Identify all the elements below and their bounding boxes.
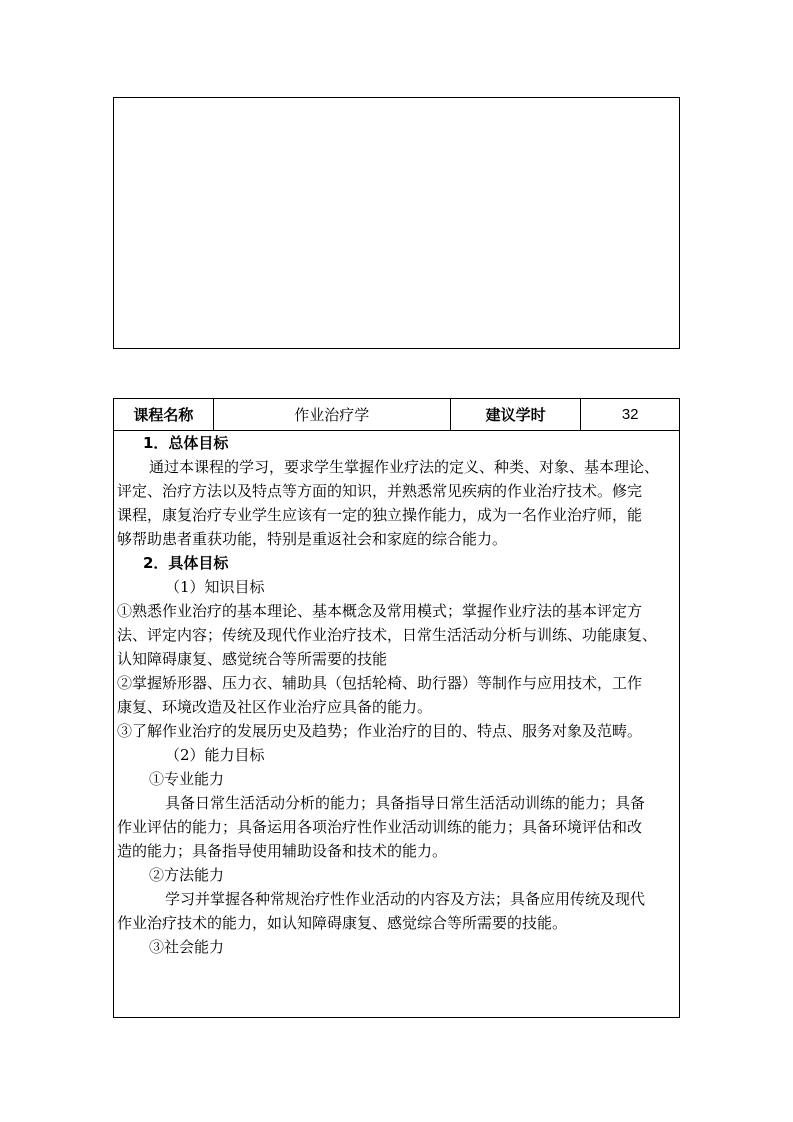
paragraph-line: 作业评估的能力；具备运用各项治疗性作业活动训练的能力；具备环境评估和改 (117, 818, 643, 836)
paragraph-line: 通过本课程的学习，要求学生掌握作业疗法的定义、种类、对象、基本理论、 (149, 458, 660, 476)
paragraph-line: 具备日常生活活动分析的能力；具备指导日常生活活动训练的能力；具备 (165, 794, 646, 812)
paragraph-line: 康复、环境改造及社区作业治疗应具备的能力。 (117, 698, 433, 716)
subsection-heading: ②方法能力 (149, 866, 225, 884)
empty-frame (113, 97, 680, 349)
course-content (114, 431, 679, 959)
course-name-value: 作业治疗学 (214, 399, 451, 430)
paragraph-line: 够帮助患者重获功能，特别是重返社会和家庭的综合能力。 (117, 530, 508, 548)
paragraph-line: 法、评定内容；传统及现代作业治疗技术，日常生活活动分析与训练、功能康复、 (117, 626, 658, 644)
paragraph-line: 学习并掌握各种常规治疗性作业活动的内容及方法；具备应用传统及现代 (165, 890, 646, 908)
paragraph-line: 认知障碍康复、感觉统合等所需要的技能 (117, 650, 388, 668)
section-heading: 1．总体目标 (143, 434, 229, 452)
paragraph-line: ③了解作业治疗的发展历史及趋势；作业治疗的目的、特点、服务对象及范畴。 (117, 722, 643, 740)
paragraph-line: 评定、治疗方法以及特点等方面的知识，并熟悉常见疾病的作业治疗技术。修完 (117, 482, 643, 500)
subsection-heading: （1）知识目标 (165, 578, 265, 596)
course-name-label: 课程名称 (114, 399, 214, 430)
course-header-row (114, 399, 679, 431)
course-table (113, 398, 680, 1018)
section-heading: 2．具体目标 (143, 554, 229, 572)
subsection-heading: ①专业能力 (149, 770, 225, 788)
paragraph-line: ①熟悉作业治疗的基本理论、基本概念及常用模式；掌握作业疗法的基本评定方 (117, 602, 643, 620)
subsection-heading: （2）能力目标 (165, 746, 265, 764)
subsection-heading: ③社会能力 (149, 938, 225, 956)
hours-label: 建议学时 (451, 399, 582, 430)
paragraph-line: 作业治疗技术的能力，如认知障碍康复、感觉综合等所需要的技能。 (117, 914, 568, 932)
paragraph-line: 造的能力；具备指导使用辅助设备和技术的能力。 (117, 842, 448, 860)
paragraph-line: 课程，康复治疗专业学生应该有一定的独立操作能力，成为一名作业治疗师，能 (117, 506, 643, 524)
paragraph-line: ②掌握矫形器、压力衣、辅助具（包括轮椅、助行器）等制作与应用技术，工作 (117, 674, 643, 692)
hours-value: 32 (621, 406, 639, 423)
